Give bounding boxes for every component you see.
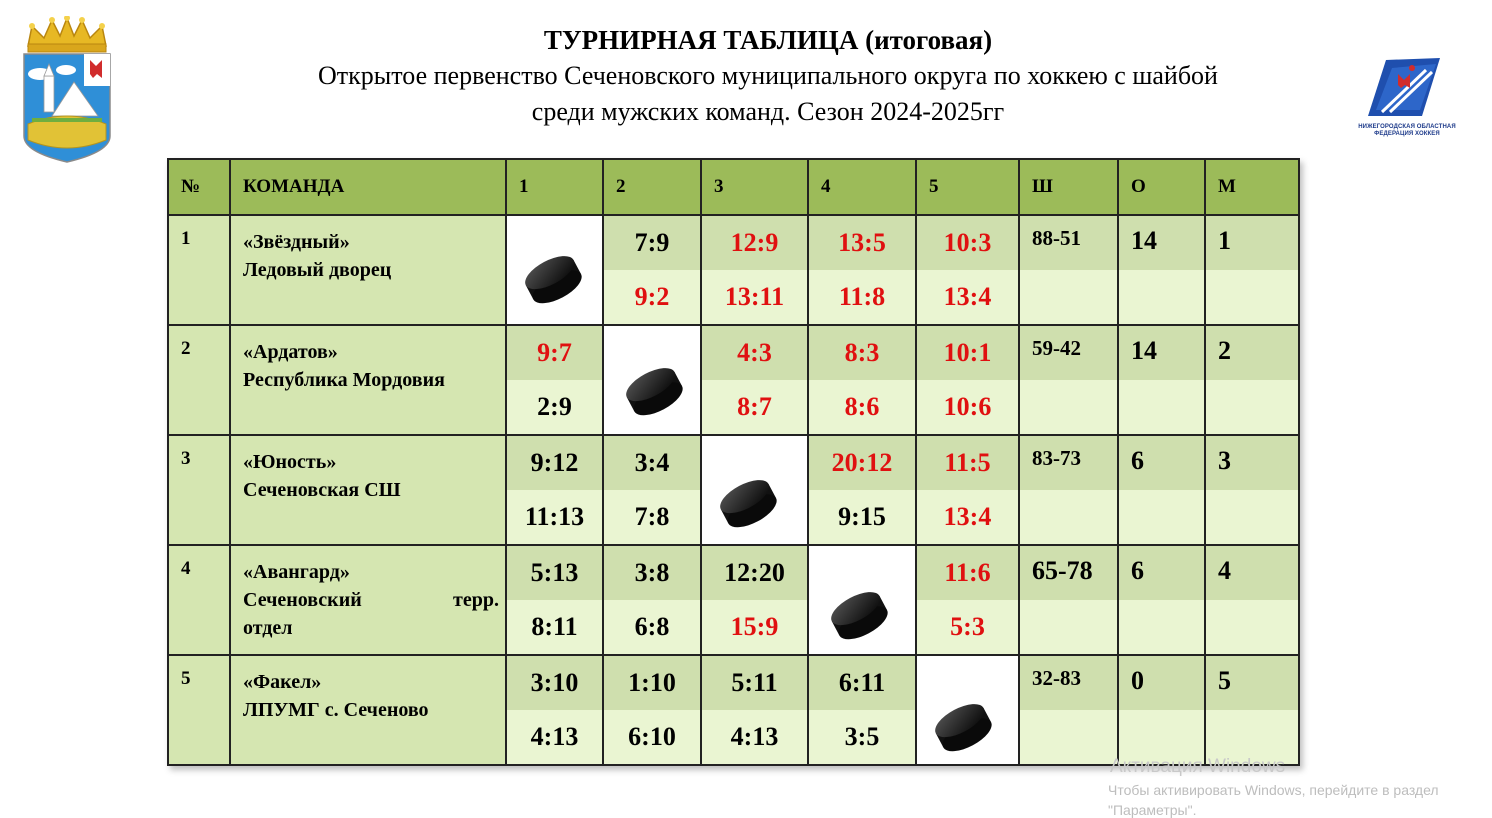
hockey-puck-icon bbox=[927, 690, 997, 760]
score-second-leg: 8:11 bbox=[506, 600, 603, 655]
place: 2 bbox=[1205, 325, 1299, 380]
score-first-leg: 9:12 bbox=[506, 435, 603, 490]
windows-activation-text: Чтобы активировать Windows, перейдите в раздел bbox=[1108, 782, 1439, 798]
score-first-leg: 5:13 bbox=[506, 545, 603, 600]
score-second-leg: 4:13 bbox=[701, 710, 808, 765]
stat-empty bbox=[1019, 380, 1118, 435]
team-name: «Звёздный» bbox=[243, 231, 350, 253]
score-first-leg: 10:3 bbox=[916, 215, 1019, 270]
federation-name-line2: ФЕДЕРАЦИЯ ХОККЕЯ bbox=[1374, 131, 1440, 137]
stat-empty bbox=[1118, 270, 1205, 325]
score-first-leg: 20:12 bbox=[808, 435, 916, 490]
header-opponent-4: 4 bbox=[808, 159, 916, 215]
score-second-leg: 10:6 bbox=[916, 380, 1019, 435]
score-second-leg: 13:4 bbox=[916, 270, 1019, 325]
team-cell bbox=[230, 545, 506, 655]
points: 6 bbox=[1118, 545, 1205, 600]
team-name: «Факел» bbox=[243, 671, 322, 693]
stat-empty bbox=[1205, 600, 1299, 655]
header-opponent-1: 1 bbox=[506, 159, 603, 215]
table-row bbox=[168, 435, 1299, 490]
team-number: 5 bbox=[168, 655, 230, 765]
page-title: ТУРНИРНАЯ ТАБЛИЦА (итоговая) bbox=[543, 25, 993, 55]
coat-of-arms-icon bbox=[22, 16, 112, 164]
self-match-cell bbox=[506, 215, 603, 325]
self-match-cell bbox=[701, 435, 808, 545]
stat-empty bbox=[1118, 600, 1205, 655]
self-match-cell bbox=[603, 325, 701, 435]
team-cell bbox=[230, 215, 506, 325]
score-second-leg: 8:6 bbox=[808, 380, 916, 435]
points: 14 bbox=[1118, 325, 1205, 380]
team-cell bbox=[230, 655, 506, 765]
stat-empty bbox=[1019, 710, 1118, 765]
score-first-leg: 11:6 bbox=[916, 545, 1019, 600]
score-first-leg: 3:8 bbox=[603, 545, 701, 600]
points: 6 bbox=[1118, 435, 1205, 490]
header-opponent-2: 2 bbox=[603, 159, 701, 215]
place: 3 bbox=[1205, 435, 1299, 490]
subtitle-line2: среди мужских команд. Сезон 2024-2025гг bbox=[531, 97, 1005, 126]
hockey-puck-icon bbox=[823, 578, 893, 648]
score-second-leg: 11:8 bbox=[808, 270, 916, 325]
goals-difference: 65-78 bbox=[1019, 545, 1118, 600]
stat-empty bbox=[1205, 270, 1299, 325]
goals-difference: 88-51 bbox=[1019, 215, 1118, 270]
table-row bbox=[168, 655, 1299, 710]
score-second-leg: 9:15 bbox=[808, 490, 916, 545]
team-location: Сеченовский терр. bbox=[243, 589, 499, 611]
header-number: № bbox=[168, 159, 230, 215]
score-first-leg: 5:11 bbox=[701, 655, 808, 710]
table-header-row bbox=[168, 159, 1299, 215]
score-second-leg: 11:13 bbox=[506, 490, 603, 545]
team-name: «Авангард» bbox=[243, 561, 350, 583]
score-first-leg: 3:10 bbox=[506, 655, 603, 710]
score-first-leg: 4:3 bbox=[701, 325, 808, 380]
team-number: 1 bbox=[168, 215, 230, 325]
stat-empty bbox=[1205, 380, 1299, 435]
score-first-leg: 6:11 bbox=[808, 655, 916, 710]
goals-difference: 83-73 bbox=[1019, 435, 1118, 490]
score-first-leg: 1:10 bbox=[603, 655, 701, 710]
subtitle-line1: Открытое первенство Сеченовского муниципального округа по хоккею с шайбой bbox=[318, 61, 1218, 90]
points: 14 bbox=[1118, 215, 1205, 270]
table-row bbox=[168, 215, 1299, 270]
score-second-leg: 13:11 bbox=[701, 270, 808, 325]
score-first-leg: 8:3 bbox=[808, 325, 916, 380]
score-second-leg: 5:3 bbox=[916, 600, 1019, 655]
goals-difference: 59-42 bbox=[1019, 325, 1118, 380]
score-first-leg: 10:1 bbox=[916, 325, 1019, 380]
hockey-puck-icon bbox=[712, 466, 782, 536]
stat-empty bbox=[1118, 490, 1205, 545]
points: 0 bbox=[1118, 655, 1205, 710]
stat-empty bbox=[1205, 490, 1299, 545]
place: 4 bbox=[1205, 545, 1299, 600]
team-location: Сеченовская СШ bbox=[243, 479, 401, 501]
stat-empty bbox=[1019, 490, 1118, 545]
header-opponent-3: 3 bbox=[701, 159, 808, 215]
score-second-leg: 6:8 bbox=[603, 600, 701, 655]
windows-activation-title: Активация Windows bbox=[1110, 756, 1286, 777]
hockey-federation-logo-icon bbox=[1352, 54, 1462, 122]
title-block bbox=[180, 22, 1356, 130]
score-first-leg: 12:9 bbox=[701, 215, 808, 270]
federation-name-line1: НИЖЕГОРОДСКАЯ ОБЛАСТНАЯ bbox=[1358, 124, 1456, 130]
score-first-leg: 11:5 bbox=[916, 435, 1019, 490]
team-location: ЛПУМГ с. Сеченово bbox=[243, 699, 429, 721]
table-row bbox=[168, 325, 1299, 380]
team-location: Республика Мордовия bbox=[243, 369, 445, 391]
self-match-cell bbox=[808, 545, 916, 655]
score-second-leg: 3:5 bbox=[808, 710, 916, 765]
stat-empty bbox=[1019, 600, 1118, 655]
team-location-cont: отдел bbox=[243, 617, 293, 639]
header-team: КОМАНДА bbox=[230, 159, 506, 215]
federation-logo bbox=[1352, 54, 1462, 142]
header-goals: Ш bbox=[1019, 159, 1118, 215]
team-number: 3 bbox=[168, 435, 230, 545]
team-cell bbox=[230, 325, 506, 435]
goals-difference: 32-83 bbox=[1019, 655, 1118, 710]
score-first-leg: 3:4 bbox=[603, 435, 701, 490]
header-points: О bbox=[1118, 159, 1205, 215]
stat-empty bbox=[1019, 270, 1118, 325]
team-name: «Ардатов» bbox=[243, 341, 338, 363]
score-first-leg: 9:7 bbox=[506, 325, 603, 380]
score-second-leg: 15:9 bbox=[701, 600, 808, 655]
hockey-puck-icon bbox=[517, 242, 587, 312]
team-location: Ледовый дворец bbox=[243, 259, 392, 281]
score-second-leg: 8:7 bbox=[701, 380, 808, 435]
team-number: 4 bbox=[168, 545, 230, 655]
team-number: 2 bbox=[168, 325, 230, 435]
self-match-cell bbox=[916, 655, 1019, 765]
standings-table bbox=[167, 158, 1300, 766]
score-second-leg: 4:13 bbox=[506, 710, 603, 765]
stat-empty bbox=[1118, 380, 1205, 435]
score-second-leg: 7:8 bbox=[603, 490, 701, 545]
place: 1 bbox=[1205, 215, 1299, 270]
team-cell bbox=[230, 435, 506, 545]
score-first-leg: 7:9 bbox=[603, 215, 701, 270]
score-second-leg: 9:2 bbox=[603, 270, 701, 325]
hockey-puck-icon bbox=[618, 354, 688, 424]
place: 5 bbox=[1205, 655, 1299, 710]
team-name: «Юность» bbox=[243, 451, 337, 473]
score-second-leg: 6:10 bbox=[603, 710, 701, 765]
windows-activation-text-2: "Параметры". bbox=[1108, 802, 1197, 818]
score-first-leg: 12:20 bbox=[701, 545, 808, 600]
table-row bbox=[168, 545, 1299, 600]
header-opponent-5: 5 bbox=[916, 159, 1019, 215]
header-place: М bbox=[1205, 159, 1299, 215]
score-first-leg: 13:5 bbox=[808, 215, 916, 270]
score-second-leg: 2:9 bbox=[506, 380, 603, 435]
score-second-leg: 13:4 bbox=[916, 490, 1019, 545]
